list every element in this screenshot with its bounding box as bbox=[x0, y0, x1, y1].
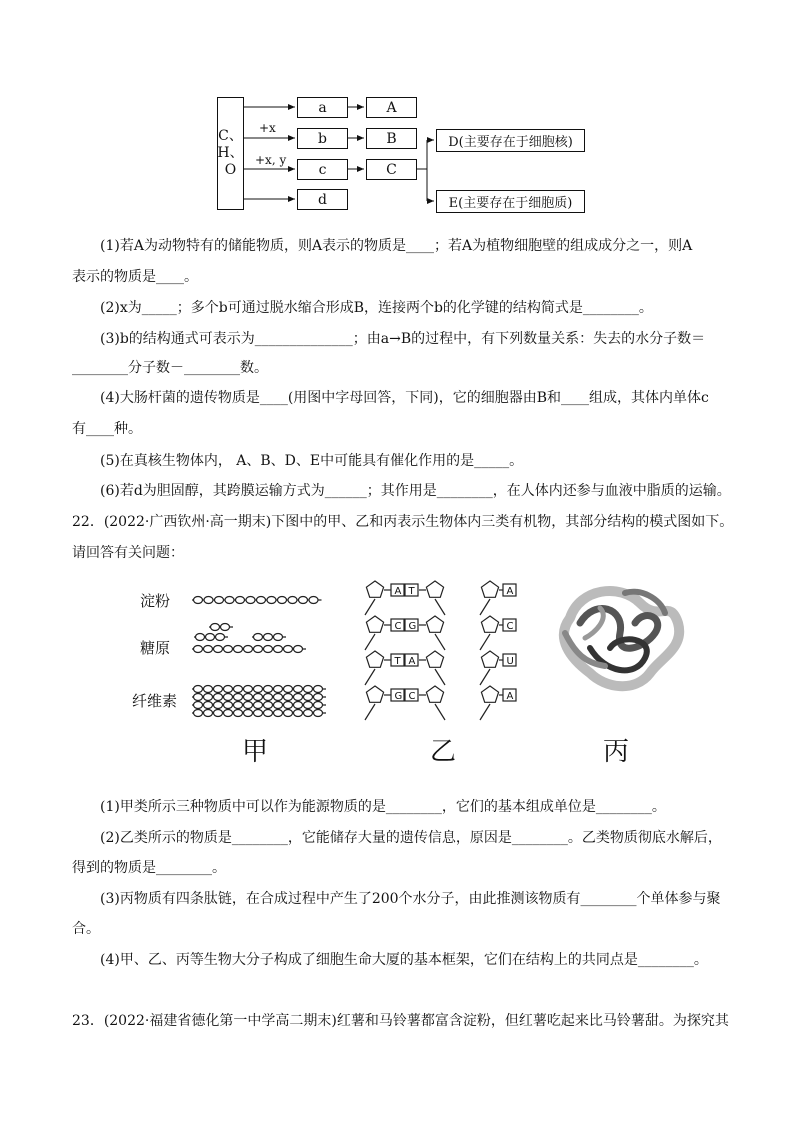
backbone-line bbox=[365, 634, 375, 650]
box-C: C bbox=[366, 159, 417, 180]
q22-stem-1: 22．(2022·广西钦州·高一期末)下图中的甲、乙和丙表示生物体内三类有机物，其部分结构的模式图如下。 bbox=[72, 514, 734, 530]
q21-line-9: (6)若d为胆固醇，其跨膜运输方式为______；其作用是________，在人体内还参与血液中脂质的运输。 bbox=[100, 483, 731, 499]
panel-label-yi: 乙 bbox=[430, 737, 457, 767]
q21-line-3: (2)x为_____；多个b可通过脱水缩合形成B，连接两个b的化学键的结构简式是________。 bbox=[100, 300, 653, 316]
arrow-label-xy: +x, y bbox=[255, 153, 287, 167]
sugar-pentagon bbox=[426, 686, 443, 702]
box-a: a bbox=[297, 97, 348, 118]
q22-line-2: (2)乙类所示的物质是________，它能储存大量的遗传信息，原因是________。乙类物质彻底水解后， bbox=[100, 830, 722, 846]
sugar-pentagon bbox=[366, 581, 383, 597]
cho-c: C、 bbox=[218, 128, 243, 144]
q22-line-3: 得到的物质是________。 bbox=[72, 860, 226, 876]
box-b: b bbox=[297, 128, 348, 149]
sugar-pentagon bbox=[426, 581, 443, 597]
protein-blob-figure bbox=[550, 578, 690, 698]
backbone-line bbox=[435, 599, 445, 615]
box-A: A bbox=[366, 97, 417, 118]
q21-line-2: 表示的物质是____。 bbox=[72, 269, 198, 285]
base-left-label: G bbox=[394, 691, 403, 702]
q23-line-1: 23．(2022·福建省德化第一中学高二期末)红薯和马铃薯都富含淀粉，但红薯吃起来比马铃薯甜。为探究其 bbox=[72, 1013, 729, 1029]
cho-h: H、 bbox=[217, 145, 244, 161]
rna-base-label: A bbox=[506, 691, 514, 702]
sugar-pentagon bbox=[426, 616, 443, 632]
box-B: B bbox=[366, 128, 417, 149]
q21-line-8: (5)在真核生物体内， A、B、D、E中可能具有催化作用的是_____。 bbox=[100, 453, 524, 469]
box-E: E(主要存在于细胞质) bbox=[436, 190, 585, 213]
base-left-label: A bbox=[394, 586, 402, 597]
q21-line-4: (3)b的结构通式可表示为______________；由a→B的过程中，有下列数量关系：失去的水分子数＝ bbox=[100, 331, 706, 347]
backbone-line bbox=[365, 669, 375, 685]
sugar-pentagon bbox=[481, 686, 498, 702]
q22-line-6: (4)甲、乙、丙等生物大分子构成了细胞生命大厦的基本框架，它们在结构上的共同点是________。 bbox=[100, 952, 708, 968]
label-starch: 淀粉 bbox=[140, 592, 171, 610]
base-right-label: A bbox=[408, 656, 416, 667]
backbone-line bbox=[435, 669, 445, 685]
backbone-line bbox=[435, 704, 445, 720]
q22-line-1: (1)甲类所示三种物质中可以作为能源物质的是________，它们的基本组成单位是________。 bbox=[100, 799, 666, 815]
sugar-pentagon bbox=[366, 651, 383, 667]
base-right-label: G bbox=[408, 621, 417, 632]
rna-base-label: U bbox=[506, 656, 514, 667]
molecule-flow-diagram bbox=[0, 0, 800, 230]
base-right-label: T bbox=[408, 586, 415, 597]
backbone-line bbox=[480, 669, 490, 685]
q21-line-5: ________分子数－________数。 bbox=[72, 360, 268, 376]
q22-line-5: 合。 bbox=[72, 921, 100, 937]
sugar-pentagon bbox=[426, 651, 443, 667]
panel-label-jia: 甲 bbox=[242, 737, 269, 767]
sugar-pentagon bbox=[366, 686, 383, 702]
box-c: c bbox=[297, 159, 348, 180]
q21-line-6: (4)大肠杆菌的遗传物质是____(用图中字母回答，下同)，它的细胞器由B和____组成，其体内单体c bbox=[100, 390, 709, 406]
base-left-label: C bbox=[394, 621, 402, 632]
sugar-pentagon bbox=[366, 616, 383, 632]
box-D: D(主要存在于细胞核) bbox=[436, 129, 585, 152]
label-glycogen: 糖原 bbox=[140, 639, 171, 657]
q22-stem-2: 请回答有关问题： bbox=[72, 545, 184, 561]
rna-base-label: A bbox=[506, 586, 514, 597]
base-left-label: T bbox=[394, 656, 401, 667]
q21-line-7: 有____种。 bbox=[72, 421, 142, 437]
rna-base-label: C bbox=[506, 621, 514, 632]
panel-label-bing: 丙 bbox=[603, 737, 630, 767]
sugar-pentagon bbox=[481, 581, 498, 597]
q22-line-4: (3)丙物质有四条肽链，在合成过程中产生了200个水分子，由此推测该物质有________个单体参与聚 bbox=[100, 891, 721, 907]
sugar-pentagon bbox=[481, 651, 498, 667]
backbone-line bbox=[365, 599, 375, 615]
q21-line-1: (1)若A为动物特有的储能物质，则A表示的物质是____；若A为植物细胞壁的组成成分之一，则A bbox=[100, 238, 693, 254]
cho-o: O bbox=[224, 162, 237, 178]
backbone-line bbox=[480, 599, 490, 615]
label-cellulose: 纤维素 bbox=[132, 692, 178, 710]
backbone-line bbox=[365, 704, 375, 720]
sugar-pentagon bbox=[481, 616, 498, 632]
base-right-label: C bbox=[408, 691, 416, 702]
diagram-arrows bbox=[0, 0, 800, 230]
arrow-label-x: +x bbox=[259, 121, 276, 135]
backbone-line bbox=[435, 634, 445, 650]
backbone-line bbox=[480, 704, 490, 720]
backbone-line bbox=[480, 634, 490, 650]
box-d: d bbox=[297, 189, 348, 210]
